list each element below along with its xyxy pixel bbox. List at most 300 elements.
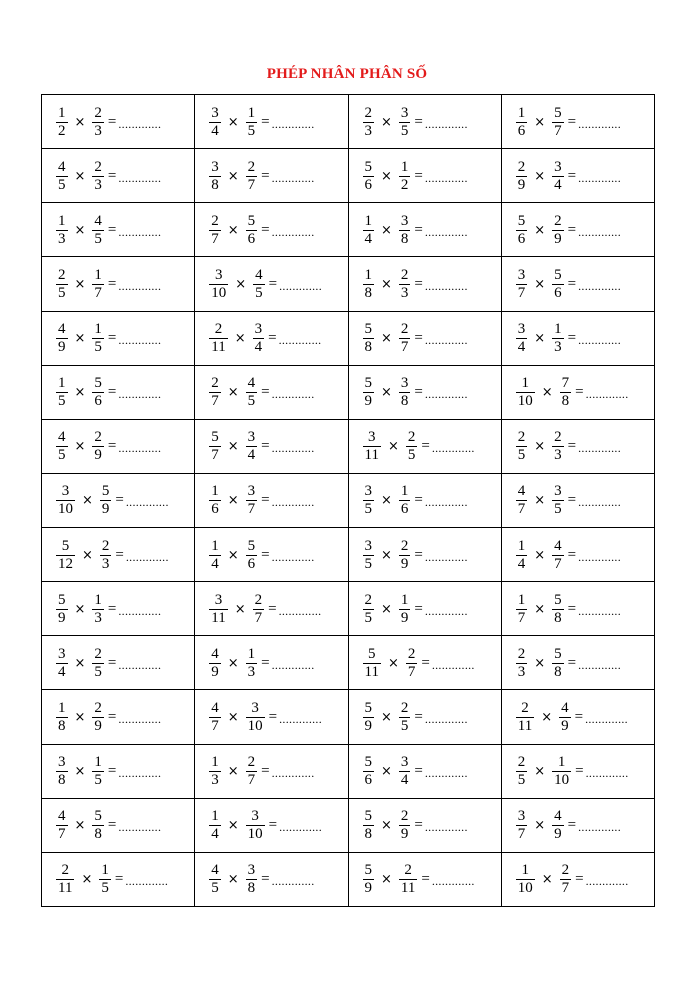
answer-blank[interactable]: ............. <box>585 711 628 726</box>
second-numerator: 4 <box>554 537 562 554</box>
first-denominator: 3 <box>517 663 526 680</box>
answer-blank[interactable]: ............. <box>271 766 315 781</box>
answer-blank[interactable]: ............. <box>271 441 315 456</box>
answer-blank[interactable]: ............. <box>431 441 475 456</box>
answer-blank[interactable]: ............. <box>424 333 468 348</box>
answer-blank[interactable]: ............. <box>424 820 468 835</box>
answer-blank[interactable]: ............. <box>118 224 162 239</box>
answer-blank[interactable]: ............. <box>424 711 468 726</box>
exercise-cell <box>195 365 348 419</box>
answer-blank[interactable]: ............. <box>118 278 162 293</box>
exercise-cell <box>42 95 195 149</box>
answer-blank[interactable]: ............. <box>585 387 629 402</box>
second-fraction <box>399 483 411 518</box>
first-fraction <box>209 375 221 410</box>
exercise-row <box>42 636 655 690</box>
second-fraction <box>552 538 564 573</box>
answer-blank[interactable]: ............. <box>118 116 162 131</box>
first-denominator: 5 <box>364 609 372 626</box>
second-numerator: 3 <box>400 104 409 121</box>
answer-blank[interactable]: ............. <box>118 387 162 402</box>
answer-blank[interactable]: ............. <box>585 874 629 889</box>
second-denominator: 8 <box>554 609 562 626</box>
second-denominator: 9 <box>94 447 102 464</box>
second-denominator: 6 <box>94 393 102 410</box>
multiplication-expression <box>56 213 161 248</box>
second-numerator: 2 <box>94 104 102 121</box>
times-sign: × <box>381 114 392 130</box>
times-sign: × <box>227 818 239 834</box>
answer-blank[interactable]: ............. <box>278 603 322 618</box>
exercise-cell <box>42 419 195 473</box>
multiplication-expression <box>363 646 475 681</box>
first-denominator: 8 <box>58 772 66 789</box>
multiplication-expression <box>363 429 475 464</box>
answer-blank[interactable]: ............. <box>271 874 315 889</box>
first-denominator: 10 <box>517 393 533 410</box>
first-numerator: 2 <box>61 862 69 879</box>
answer-blank[interactable]: ............. <box>424 170 468 185</box>
first-fraction <box>363 862 375 897</box>
answer-blank[interactable]: ............. <box>118 766 162 781</box>
first-numerator: 5 <box>367 645 376 662</box>
first-numerator: 5 <box>211 429 219 446</box>
equals-sign: = <box>421 871 430 888</box>
second-denominator: 7 <box>247 176 256 193</box>
first-fraction <box>56 375 68 410</box>
equals-sign: = <box>414 817 423 834</box>
second-numerator: 2 <box>94 429 102 446</box>
second-fraction <box>92 375 104 410</box>
times-sign: × <box>534 222 546 238</box>
second-numerator: 7 <box>561 375 570 392</box>
first-denominator: 7 <box>517 609 526 626</box>
second-denominator: 5 <box>247 393 256 410</box>
answer-blank[interactable]: ............. <box>578 278 622 293</box>
equals-sign: = <box>567 275 577 292</box>
answer-blank[interactable]: ............. <box>279 711 323 726</box>
answer-blank[interactable]: ............. <box>125 495 169 510</box>
first-denominator: 5 <box>517 447 526 464</box>
answer-blank[interactable]: ............. <box>578 224 622 239</box>
second-numerator: 2 <box>561 862 570 879</box>
first-fraction <box>56 754 68 789</box>
equals-sign: = <box>114 871 124 888</box>
second-fraction <box>246 375 258 410</box>
first-numerator: 3 <box>367 429 376 446</box>
second-numerator: 2 <box>254 591 263 608</box>
first-numerator: 1 <box>211 808 219 825</box>
second-numerator: 1 <box>400 591 409 608</box>
second-numerator: 2 <box>400 808 409 825</box>
answer-blank[interactable]: ............. <box>424 603 468 618</box>
times-sign: × <box>534 168 546 184</box>
first-numerator: 2 <box>517 158 526 175</box>
times-sign: × <box>227 168 239 184</box>
second-numerator: 2 <box>94 158 102 175</box>
first-numerator: 5 <box>517 212 526 229</box>
second-fraction <box>552 429 564 464</box>
multiplication-expression <box>363 538 468 573</box>
first-denominator: 6 <box>211 501 219 518</box>
second-fraction <box>552 267 564 302</box>
first-denominator: 11 <box>58 880 73 897</box>
first-numerator: 4 <box>211 862 219 879</box>
answer-blank[interactable]: ............. <box>278 333 322 348</box>
second-numerator: 3 <box>247 483 256 500</box>
first-numerator: 2 <box>211 212 219 229</box>
first-fraction <box>56 429 68 464</box>
second-numerator: 1 <box>247 645 256 662</box>
exercise-row <box>42 852 655 906</box>
multiplication-expression <box>363 375 468 410</box>
second-denominator: 5 <box>400 717 409 734</box>
first-fraction <box>56 213 68 248</box>
answer-blank[interactable]: ............. <box>271 657 315 672</box>
times-sign: × <box>74 222 86 238</box>
first-numerator: 3 <box>214 591 223 608</box>
answer-blank[interactable]: ............. <box>578 333 622 348</box>
multiplication-expression <box>209 538 314 573</box>
multiplication-expression <box>56 862 168 897</box>
answer-blank[interactable]: ............. <box>578 549 622 564</box>
multiplication-expression <box>363 862 475 897</box>
exercise-cell <box>348 257 501 311</box>
exercise-row <box>42 365 655 419</box>
exercise-cell <box>195 419 348 473</box>
first-fraction <box>363 321 375 356</box>
multiplication-expression <box>56 321 161 356</box>
first-numerator: 2 <box>521 699 529 716</box>
second-denominator: 7 <box>561 880 570 897</box>
first-numerator: 1 <box>517 591 526 608</box>
first-fraction <box>209 538 221 573</box>
exercise-grid <box>41 94 655 907</box>
times-sign: × <box>227 385 239 401</box>
first-fraction <box>516 267 528 302</box>
multiplication-expression <box>56 754 161 789</box>
times-sign: × <box>227 493 239 509</box>
times-sign: × <box>387 439 399 455</box>
times-sign: × <box>381 764 392 780</box>
multiplication-expression <box>363 159 468 194</box>
answer-blank[interactable]: ............. <box>578 116 622 131</box>
multiplication-expression <box>209 592 321 627</box>
first-denominator: 9 <box>364 717 372 734</box>
first-denominator: 7 <box>517 501 526 518</box>
equals-sign: = <box>268 330 277 347</box>
first-numerator: 5 <box>61 537 70 554</box>
answer-blank[interactable]: ............. <box>118 711 162 726</box>
second-fraction <box>92 105 104 140</box>
equals-sign: = <box>268 817 278 834</box>
answer-blank[interactable]: ............. <box>585 766 629 781</box>
answer-blank[interactable]: ............. <box>271 387 315 402</box>
first-denominator: 5 <box>58 284 66 301</box>
answer-blank[interactable]: ............. <box>578 603 622 618</box>
equals-sign: = <box>421 654 430 671</box>
second-denominator: 6 <box>554 284 562 301</box>
first-numerator: 5 <box>364 808 372 825</box>
answer-blank[interactable]: ............. <box>118 333 162 348</box>
answer-blank[interactable]: ............. <box>271 495 315 510</box>
equals-sign: = <box>268 600 277 617</box>
answer-blank[interactable]: ............. <box>431 874 475 889</box>
first-numerator: 5 <box>364 862 372 879</box>
times-sign: × <box>541 385 553 401</box>
answer-blank[interactable]: ............. <box>424 766 468 781</box>
answer-blank[interactable]: ............. <box>424 116 468 131</box>
second-denominator: 4 <box>247 447 256 464</box>
first-fraction <box>209 159 221 194</box>
times-sign: × <box>534 276 546 292</box>
equals-sign: = <box>421 438 430 455</box>
equals-sign: = <box>107 384 117 401</box>
second-numerator: 2 <box>400 321 409 338</box>
exercise-cell <box>501 149 654 203</box>
first-numerator: 2 <box>517 429 526 446</box>
exercise-cell <box>42 744 195 798</box>
first-denominator: 11 <box>211 339 226 356</box>
multiplication-expression <box>516 754 629 789</box>
multiplication-expression <box>209 267 322 302</box>
second-fraction <box>246 646 258 681</box>
exercise-cell <box>195 473 348 527</box>
answer-blank[interactable]: ............. <box>424 549 468 564</box>
first-denominator: 7 <box>211 447 219 464</box>
times-sign: × <box>387 655 399 671</box>
second-numerator: 2 <box>94 699 102 716</box>
exercise-cell <box>195 311 348 365</box>
second-numerator: 1 <box>94 591 102 608</box>
answer-blank[interactable]: ............. <box>578 820 622 835</box>
exercise-row <box>42 419 655 473</box>
equals-sign: = <box>261 167 270 184</box>
equals-sign: = <box>414 167 423 184</box>
second-numerator: 4 <box>554 808 562 825</box>
first-denominator: 5 <box>58 176 66 193</box>
equals-sign: = <box>107 275 117 292</box>
second-denominator: 3 <box>94 176 102 193</box>
first-numerator: 4 <box>211 645 219 662</box>
second-denominator: 5 <box>554 501 562 518</box>
exercise-cell <box>195 744 348 798</box>
exercise-cell <box>42 636 195 690</box>
answer-blank[interactable]: ............. <box>271 224 315 239</box>
second-fraction <box>246 538 258 573</box>
first-numerator: 1 <box>521 375 529 392</box>
equals-sign: = <box>414 275 423 292</box>
second-denominator: 6 <box>400 501 409 518</box>
second-fraction <box>399 592 411 627</box>
first-numerator: 3 <box>517 321 526 338</box>
first-denominator: 4 <box>58 663 66 680</box>
exercise-cell <box>42 690 195 744</box>
multiplication-expression <box>56 483 169 518</box>
times-sign: × <box>534 601 546 617</box>
answer-blank[interactable]: ............. <box>271 549 315 564</box>
second-denominator: 6 <box>247 230 256 247</box>
second-fraction <box>399 213 411 248</box>
first-numerator: 1 <box>211 754 219 771</box>
first-fraction <box>516 808 528 843</box>
first-denominator: 9 <box>58 609 66 626</box>
answer-blank[interactable]: ............. <box>578 657 622 672</box>
exercise-row <box>42 690 655 744</box>
answer-blank[interactable]: ............. <box>118 820 162 835</box>
first-denominator: 7 <box>211 393 219 410</box>
multiplication-expression <box>363 754 468 789</box>
times-sign: × <box>534 439 546 455</box>
first-numerator: 1 <box>364 212 372 229</box>
times-sign: × <box>534 547 546 563</box>
second-denominator: 5 <box>94 663 102 680</box>
first-numerator: 2 <box>211 375 219 392</box>
first-numerator: 1 <box>58 699 66 716</box>
equals-sign: = <box>261 113 270 130</box>
answer-blank[interactable]: ............. <box>271 116 315 131</box>
equals-sign: = <box>574 708 584 725</box>
first-fraction <box>56 700 68 735</box>
second-fraction <box>92 646 104 681</box>
second-numerator: 3 <box>400 754 409 771</box>
equals-sign: = <box>107 763 117 780</box>
times-sign: × <box>541 709 553 725</box>
answer-blank[interactable]: ............. <box>118 441 162 456</box>
first-denominator: 10 <box>58 501 73 518</box>
second-denominator: 9 <box>101 501 110 518</box>
second-numerator: 5 <box>554 645 562 662</box>
second-denominator: 5 <box>255 284 263 301</box>
second-denominator: 7 <box>254 609 263 626</box>
first-numerator: 1 <box>58 104 66 121</box>
second-fraction <box>92 321 104 356</box>
second-fraction <box>246 808 265 843</box>
second-fraction <box>253 267 265 302</box>
first-fraction <box>516 538 528 573</box>
first-fraction <box>56 862 74 897</box>
answer-blank[interactable]: ............. <box>279 820 323 835</box>
times-sign: × <box>381 547 392 563</box>
first-fraction <box>209 754 221 789</box>
second-fraction <box>99 862 111 897</box>
multiplication-expression <box>516 105 621 140</box>
second-denominator: 6 <box>247 555 256 572</box>
first-fraction <box>56 808 68 843</box>
first-fraction <box>363 213 375 248</box>
exercise-cell <box>501 798 654 852</box>
multiplication-expression <box>516 646 621 681</box>
answer-blank[interactable]: ............. <box>578 495 622 510</box>
multiplication-expression <box>516 375 629 410</box>
first-denominator: 6 <box>517 122 526 139</box>
equals-sign: = <box>567 492 577 509</box>
exercise-cell <box>42 528 195 582</box>
second-denominator: 5 <box>247 122 256 139</box>
times-sign: × <box>81 872 93 888</box>
second-numerator: 4 <box>247 375 256 392</box>
second-numerator: 2 <box>400 699 409 716</box>
equals-sign: = <box>567 654 577 671</box>
second-fraction <box>246 483 258 518</box>
answer-blank[interactable]: ............. <box>118 170 162 185</box>
times-sign: × <box>534 114 546 130</box>
first-numerator: 5 <box>364 158 372 175</box>
second-numerator: 2 <box>101 537 110 554</box>
times-sign: × <box>541 872 553 888</box>
multiplication-expression <box>516 321 621 356</box>
first-fraction <box>209 808 221 843</box>
second-fraction <box>399 808 411 843</box>
equals-sign: = <box>107 817 117 834</box>
times-sign: × <box>74 655 86 671</box>
answer-blank[interactable]: ............. <box>125 549 169 564</box>
first-denominator: 4 <box>517 339 526 356</box>
answer-blank[interactable]: ............. <box>424 387 468 402</box>
answer-blank[interactable]: ............. <box>431 657 475 672</box>
exercise-cell <box>501 473 654 527</box>
first-denominator: 5 <box>364 501 372 518</box>
first-denominator: 7 <box>58 826 66 843</box>
second-fraction <box>560 375 572 410</box>
second-denominator: 7 <box>400 339 409 356</box>
second-denominator: 2 <box>400 176 409 193</box>
exercise-cell <box>501 636 654 690</box>
equals-sign: = <box>107 221 117 238</box>
answer-blank[interactable]: ............. <box>424 224 468 239</box>
second-fraction <box>246 429 258 464</box>
exercise-cell <box>42 473 195 527</box>
answer-blank[interactable]: ............. <box>578 170 622 185</box>
exercise-cell <box>195 798 348 852</box>
first-denominator: 9 <box>364 880 372 897</box>
second-numerator: 3 <box>254 321 263 338</box>
multiplication-expression <box>363 483 468 518</box>
second-fraction <box>552 808 564 843</box>
second-numerator: 2 <box>554 212 562 229</box>
second-denominator: 7 <box>247 501 256 518</box>
times-sign: × <box>227 872 239 888</box>
answer-blank[interactable]: ............. <box>118 657 162 672</box>
answer-blank[interactable]: ............. <box>424 278 468 293</box>
first-denominator: 4 <box>211 122 219 139</box>
answer-blank[interactable]: ............. <box>424 495 468 510</box>
answer-blank[interactable]: ............. <box>271 170 315 185</box>
second-fraction <box>399 321 411 356</box>
second-fraction <box>92 754 104 789</box>
second-fraction <box>399 159 411 194</box>
second-denominator: 11 <box>400 880 416 897</box>
first-numerator: 3 <box>215 266 223 283</box>
times-sign: × <box>227 547 239 563</box>
second-fraction <box>92 159 104 194</box>
second-fraction <box>399 754 411 789</box>
multiplication-expression <box>209 862 314 897</box>
answer-blank[interactable]: ............. <box>125 874 169 889</box>
multiplication-expression <box>56 700 161 735</box>
answer-blank[interactable]: ............. <box>578 441 622 456</box>
equals-sign: = <box>567 113 577 130</box>
multiplication-expression <box>209 646 314 681</box>
multiplication-expression <box>363 700 468 735</box>
answer-blank[interactable]: ............. <box>279 278 323 293</box>
multiplication-expression <box>516 213 621 248</box>
exercise-cell <box>348 311 501 365</box>
exercise-cell <box>501 95 654 149</box>
exercise-cell <box>501 203 654 257</box>
answer-blank[interactable]: ............. <box>118 603 162 618</box>
second-numerator: 3 <box>400 375 409 392</box>
